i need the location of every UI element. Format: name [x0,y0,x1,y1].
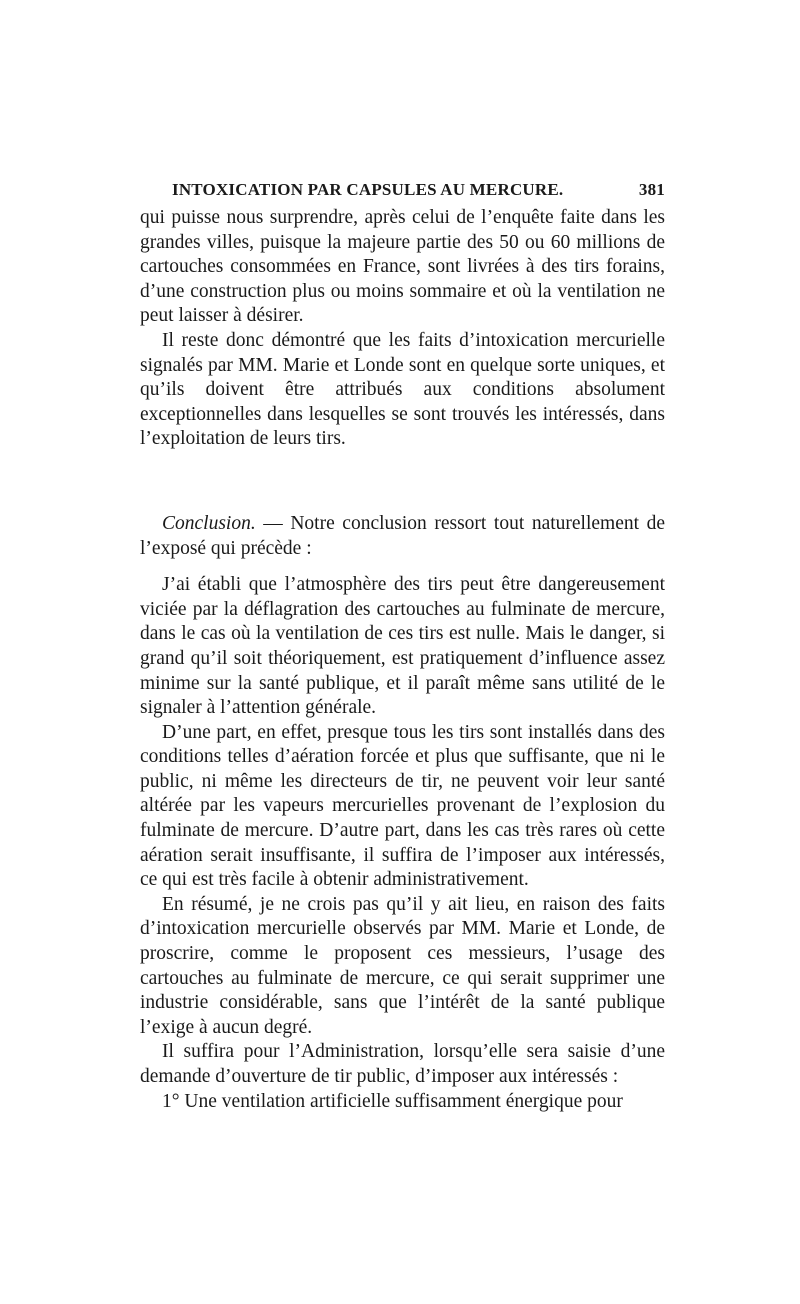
running-head [140,180,665,206]
page-number: 381 [638,180,665,199]
paragraph-administration: Il suffira pour l’Administration, lorsqu’elle sera saisie d’une demande d’ouverture de tir public, d’imposer aux intéressés : [140,1041,665,1087]
paragraph-summary: En résumé, je ne crois pas qu’il y ait lieu, en raison des faits d’intoxication mercurielle observés par MM. Marie et Londe, de proscrire, comme le proposent ces messieurs, l’usage des cartouches au fulminate de mercure, ce qui serait supprimer une industrie considérable, sans que l’intérêt de la santé publique l’exige à aucun degré. [140,893,665,1038]
list-item-first: 1° Une ventilation artificielle suffisamment énergique pour [162,1090,623,1112]
paragraph-on-one-hand: D’une part, en effet, presque tous les tirs sont installés dans des conditions telles d’aération forcée et plus que suffisante, que ni le public, ni même les directeurs de tir, ne peuvent voir leur santé altérée par les vapeurs mercurielles provenant de l’explosion du fulminate de mercure. D’autre part, dans les cas très rares où cette aération serait insuffisante, il suffira de l’imposer aux intéressés, ce qui est très facile à obtenir administrativement. [140,721,665,891]
conclusion-paragraph [140,512,665,561]
section-gap [140,452,665,512]
conclusion-heading: Conclusion. [162,512,256,534]
running-title: INTOXICATION PAR CAPSULES AU MERCURE. [172,180,564,199]
paragraph-demonstration: Il reste donc démontré que les faits d’intoxication mercurielle signalés par MM. Marie et Londe sont en quelque sorte uniques, et qu’ils doivent être attribués aux conditions absolument exceptionnelles dans lesquelles se sont trouvés les intéressés, dans l’exploitation de leurs tirs. [140,329,665,450]
conclusion-intro: — Notre conclusion ressort tout naturellement de l’exposé qui précède : [140,512,665,559]
book-page [140,180,665,1114]
paragraph-continuation: qui puisse nous surprendre, après celui de l’enquête faite dans les grandes villes, puisque la majeure partie des 50 ou 60 millions de cartouches consommées en France, sont livrées à des tirs forains, d’une construction plus ou moins sommaire et où la ventilation ne peut laisser à désirer. [140,207,665,327]
paragraph-gap [140,561,665,573]
paragraph-established: J’ai établi que l’atmosphère des tirs peut être dangereusement viciée par la déflagration des cartouches au fulminate de mercure, dans le cas où la ventilation de ces tirs est nulle. Mais le danger, si grand qu’il soit théoriquement, est pratiquement d’influence assez minime sur la santé publique, et il paraît même sans utilité de le signaler à l’attention générale. [140,574,665,719]
